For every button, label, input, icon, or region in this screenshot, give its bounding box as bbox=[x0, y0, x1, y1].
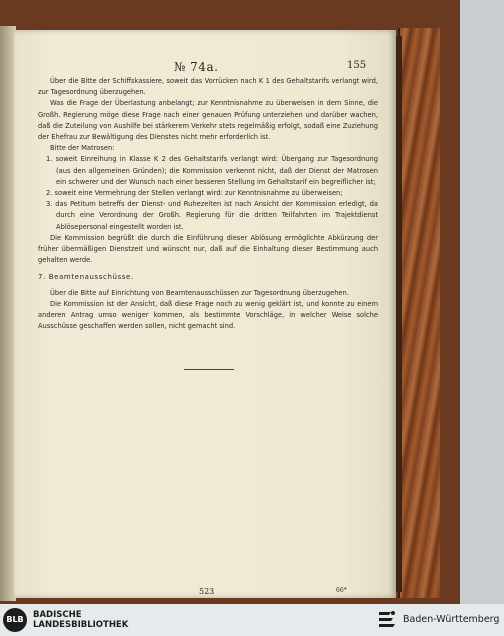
page-text bbox=[38, 76, 378, 332]
paragraph-kommission-ablosung: Die Kommission begrüßt die durch die Einführung dieser Ablösung ermöglichte Abkürzung der früher übermäßigen Dienstzeit und wünscht nur, daß auf die Einhaltung dieser Bestimmung auch gehalten werde. bbox=[38, 233, 378, 265]
paragraph-beamtenausschuesse: Über die Bitte auf Einrichtung von Beamtenausschüssen zur Tagesordnung überzugehen. bbox=[50, 288, 349, 297]
paragraph-kommission-ansicht: Die Kommission ist der Ansicht, daß diese Frage noch zu wenig geklärt ist, und konnte zu einem anderen Antrag umso weniger kommen, als bestimmte Vorschläge, in welcher Weise solche Ausschüsse geschaffen werden sollen, nicht gemacht sind. bbox=[38, 299, 378, 331]
state-name[interactable]: Baden-Württemberg bbox=[403, 614, 500, 625]
library-name[interactable] bbox=[33, 610, 128, 630]
document-page bbox=[14, 30, 396, 598]
baden-wuerttemberg-lions-icon[interactable] bbox=[377, 609, 397, 631]
page-number: 155 bbox=[347, 60, 367, 71]
paragraph-schiffskassiere: Über die Bitte der Schiffskassiere, soweit das Vorrücken nach K 1 des Gehaltstarifs verlangt wird, zur Tagesordnung überzugehen. bbox=[38, 77, 378, 97]
marbled-cover-edge bbox=[398, 28, 440, 598]
blb-logo-icon[interactable]: BLB bbox=[3, 608, 27, 632]
print-sheet-mark: 66* bbox=[336, 587, 347, 594]
document-number: № 74a. bbox=[174, 60, 219, 74]
list-item-2: 2. soweit eine Vermehrung der Stellen verlangt wird: zur Kenntnisnahme zu überweisen; bbox=[46, 189, 343, 198]
list-item-3: 3. das Petitum betreffs der Dienst- und Ruhezeiten ist nach Ansicht der Kommission erledigt, da durch eine Verordnung der Großh. Regierung für die dritten Teilfahrten im Trajektdienst Ablösepersonal eingestellt worden ist. bbox=[46, 200, 378, 231]
section-title-beamtenausschuesse: 7. Beamtenausschüsse. bbox=[38, 273, 134, 282]
heading-matrosen: Bitte der Matrosen: bbox=[50, 144, 115, 153]
paragraph-ueberlastung: Was die Frage der Überlastung anbelangt; zur Kenntnisnahme zu überweisen in dem Sinne, die Großh. Regierung möge diese Frage nach einer genauen Prüfung unterziehen und darüber wachen, daß die Zuteilung von Aushilfe bei stärkerem Verkehr stets regelmäßig erfolgt, sodaß eine Zuziehung der Ehefrau zur Bewältigung des Dienstes nicht mehr erforderlich ist. bbox=[38, 99, 378, 142]
list-item-1: 1. soweit Einreihung in Klasse K 2 des Gehaltstarifs verlangt wird: Übergang zur Tagesordnung (aus den allgemeinen Gründen); die Kommission verkennt nicht, daß der Dienst der Matrosen ein schwerer und der Wunsch nach einer besseren Stellung im Gehaltstarif ein begreiflicher ist; bbox=[46, 155, 378, 186]
library-name-line2: LANDESBIBLIOTHEK bbox=[33, 620, 129, 630]
print-page-number: 523 bbox=[199, 587, 215, 596]
library-name-line1: BADISCHE bbox=[33, 610, 82, 620]
separator-rule bbox=[184, 369, 234, 370]
